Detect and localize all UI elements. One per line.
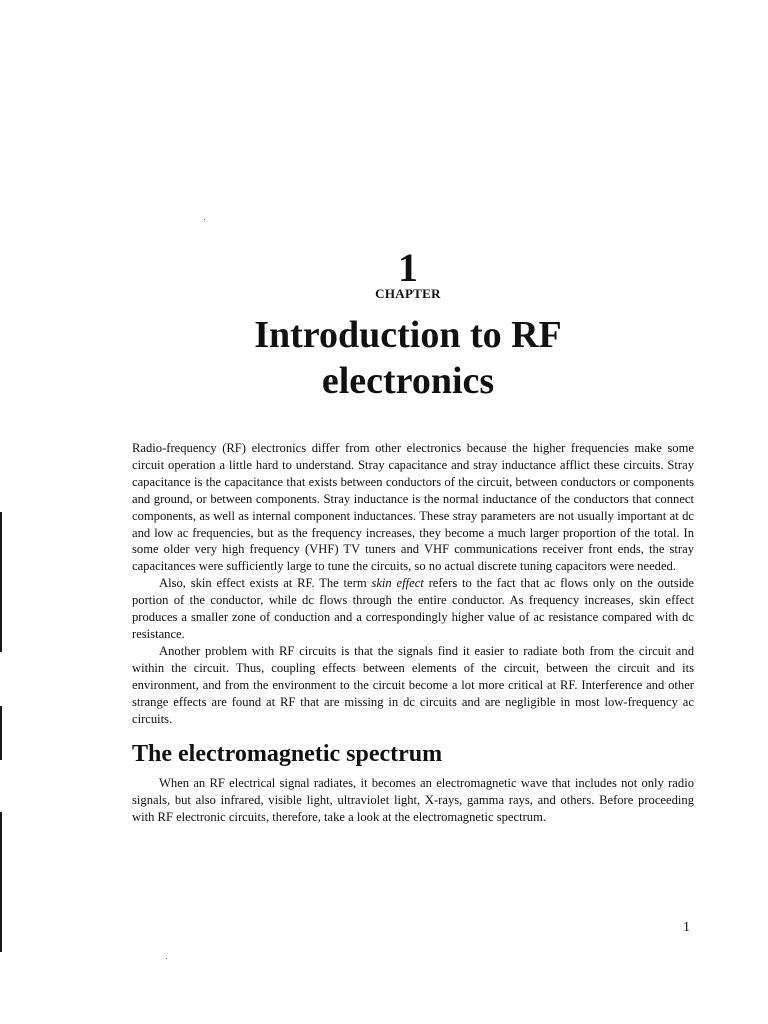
page-number: 1 <box>683 920 690 935</box>
chapter-label: CHAPTER <box>375 286 441 301</box>
chapter-title-line: Introduction to RF <box>254 314 562 356</box>
chapter-title <box>0 312 768 404</box>
paragraph: When an RF electrical signal radiates, it becomes an electromagnetic wave that includes not only radio signals, but also infrared, visible light, ultraviolet light, X-rays, gamma rays, and others. Before proceeding with RF electronic circuits, therefore, take a look at the electromagnetic spectrum. <box>132 776 694 825</box>
paragraph: Radio-frequency (RF) electronics differ from other electronics because the higher frequencies make some circuit operation a little hard to understand. Stray capacitance and stray inductance afflict these circuits. Stray capacitance is the capacitance that exists between conductors of the circuit, between conductors or components and ground, or between components. Stray inductance is the normal inductance of the conductors that connect components, as well as internal component inductances. These stray parameters are not usually important at dc and low ac frequencies, but as the frequency increases, they become a much larger proportion of the total. In some older very high frequency (VHF) TV tuners and VHF communications receiver front ends, the stray capacitances were sufficiently large to tune the circuits, so no actual discrete tuning capacitors were needed. <box>132 441 694 574</box>
scan-edge-line <box>0 706 2 760</box>
emphasized-term: skin effect <box>371 576 424 591</box>
paragraph-text: Also, skin effect exists at RF. The term <box>159 576 372 591</box>
scan-speck <box>166 958 167 959</box>
chapter-title-line: electronics <box>321 360 495 402</box>
scan-speck <box>204 219 205 220</box>
chapter-number: 1 <box>398 245 418 290</box>
paragraph: Another problem with RF circuits is that the signals find it easier to radiate both from the circuit and within the circuit. Thus, coupling effects between elements of the circuit, between the circuit and its environment, and from the environment to the circuit become a lot more critical at RF. Interference and other strange effects are found at RF that are missing in dc circuits and are negligible in most low-frequency ac circuits. <box>132 643 694 726</box>
section-heading: The electromagnetic spectrum <box>132 741 443 768</box>
chapter-heading <box>0 245 768 302</box>
paragraph <box>132 575 694 643</box>
scan-edge-line <box>0 512 2 652</box>
scan-edge-line <box>0 812 2 952</box>
paragraph-text: refers to the fact that ac flows only on the outside portion of the conductor, while dc flows through the entire conductor. As frequency increases, skin effect produces a smaller zone of conduction and a correspondingly higher value of ac resistance compared with dc resistance. <box>132 576 694 641</box>
body-text <box>132 440 694 826</box>
